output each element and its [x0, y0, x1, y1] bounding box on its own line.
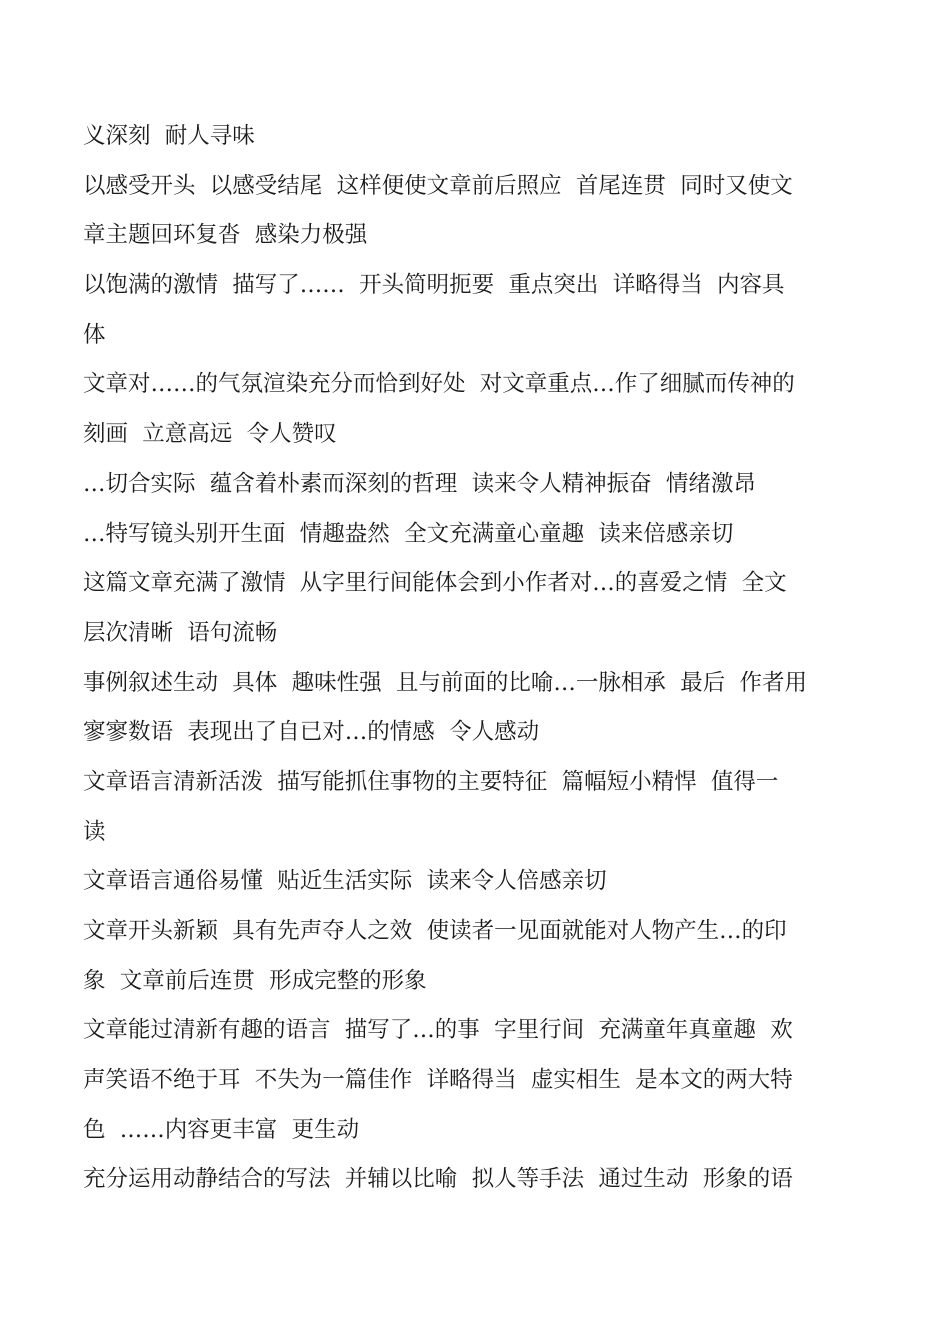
text-line: 文章能过清新有趣的语言 描写了…的事 字里行间 充满童年真童趣 欢: [83, 1017, 793, 1044]
text-line: 以感受开头 以感受结尾 这样便使文章前后照应 首尾连贯 同时又使文: [83, 172, 793, 199]
text-line: 层次清晰 语句流畅: [83, 619, 278, 646]
text-line: 寥寥数语 表现出了自已对…的情感 令人感动: [83, 719, 540, 746]
text-line: 文章对……的气氛渲染充分而恰到好处 对文章重点…作了细腻而传神的: [83, 371, 795, 398]
text-line: 这篇文章充满了激情 从字里行间能体会到小作者对…的喜爱之情 全文: [83, 570, 787, 597]
body-text: [83, 112, 873, 1205]
text-line: 文章语言通俗易懂 贴近生活实际 读来令人倍感亲切: [83, 868, 607, 895]
text-line: 充分运用动静结合的写法 并辅以比喻 拟人等手法 通过生动 形象的语: [83, 1166, 793, 1193]
text-line: 体: [83, 321, 106, 348]
text-line: 色 ……内容更丰富 更生动: [83, 1116, 360, 1143]
text-line: 象 文章前后连贯 形成完整的形象: [83, 967, 427, 994]
text-line: 事例叙述生动 具体 趣味性强 且与前面的比喻…一脉相承 最后 作者用: [83, 669, 808, 696]
text-line: 文章语言清新活泼 描写能抓住事物的主要特征 篇幅短小精悍 值得一: [83, 768, 779, 795]
text-line: …切合实际 蕴含着朴素而深刻的哲理 读来令人精神振奋 情绪激昂: [83, 470, 756, 497]
text-line: 刻画 立意高远 令人赞叹: [83, 421, 337, 448]
text-line: 章主题回环复沓 感染力极强: [83, 222, 368, 249]
text-line: 声笑语不绝于耳 不失为一篇佳作 详略得当 虚实相生 是本文的两大特: [83, 1067, 793, 1094]
text-line: 义深刻 耐人寻味: [83, 123, 255, 149]
text-line: 读: [83, 818, 106, 845]
text-line: 以饱满的激情 描写了…… 开头简明扼要 重点突出 详略得当 内容具: [83, 272, 785, 299]
text-line: 文章开头新颖 具有先声夺人之效 使读者一见面就能对人物产生…的印: [83, 918, 787, 944]
text-line: …特写镜头别开生面 情趣盎然 全文充满童心童趣 读来倍感亲切: [83, 520, 734, 547]
